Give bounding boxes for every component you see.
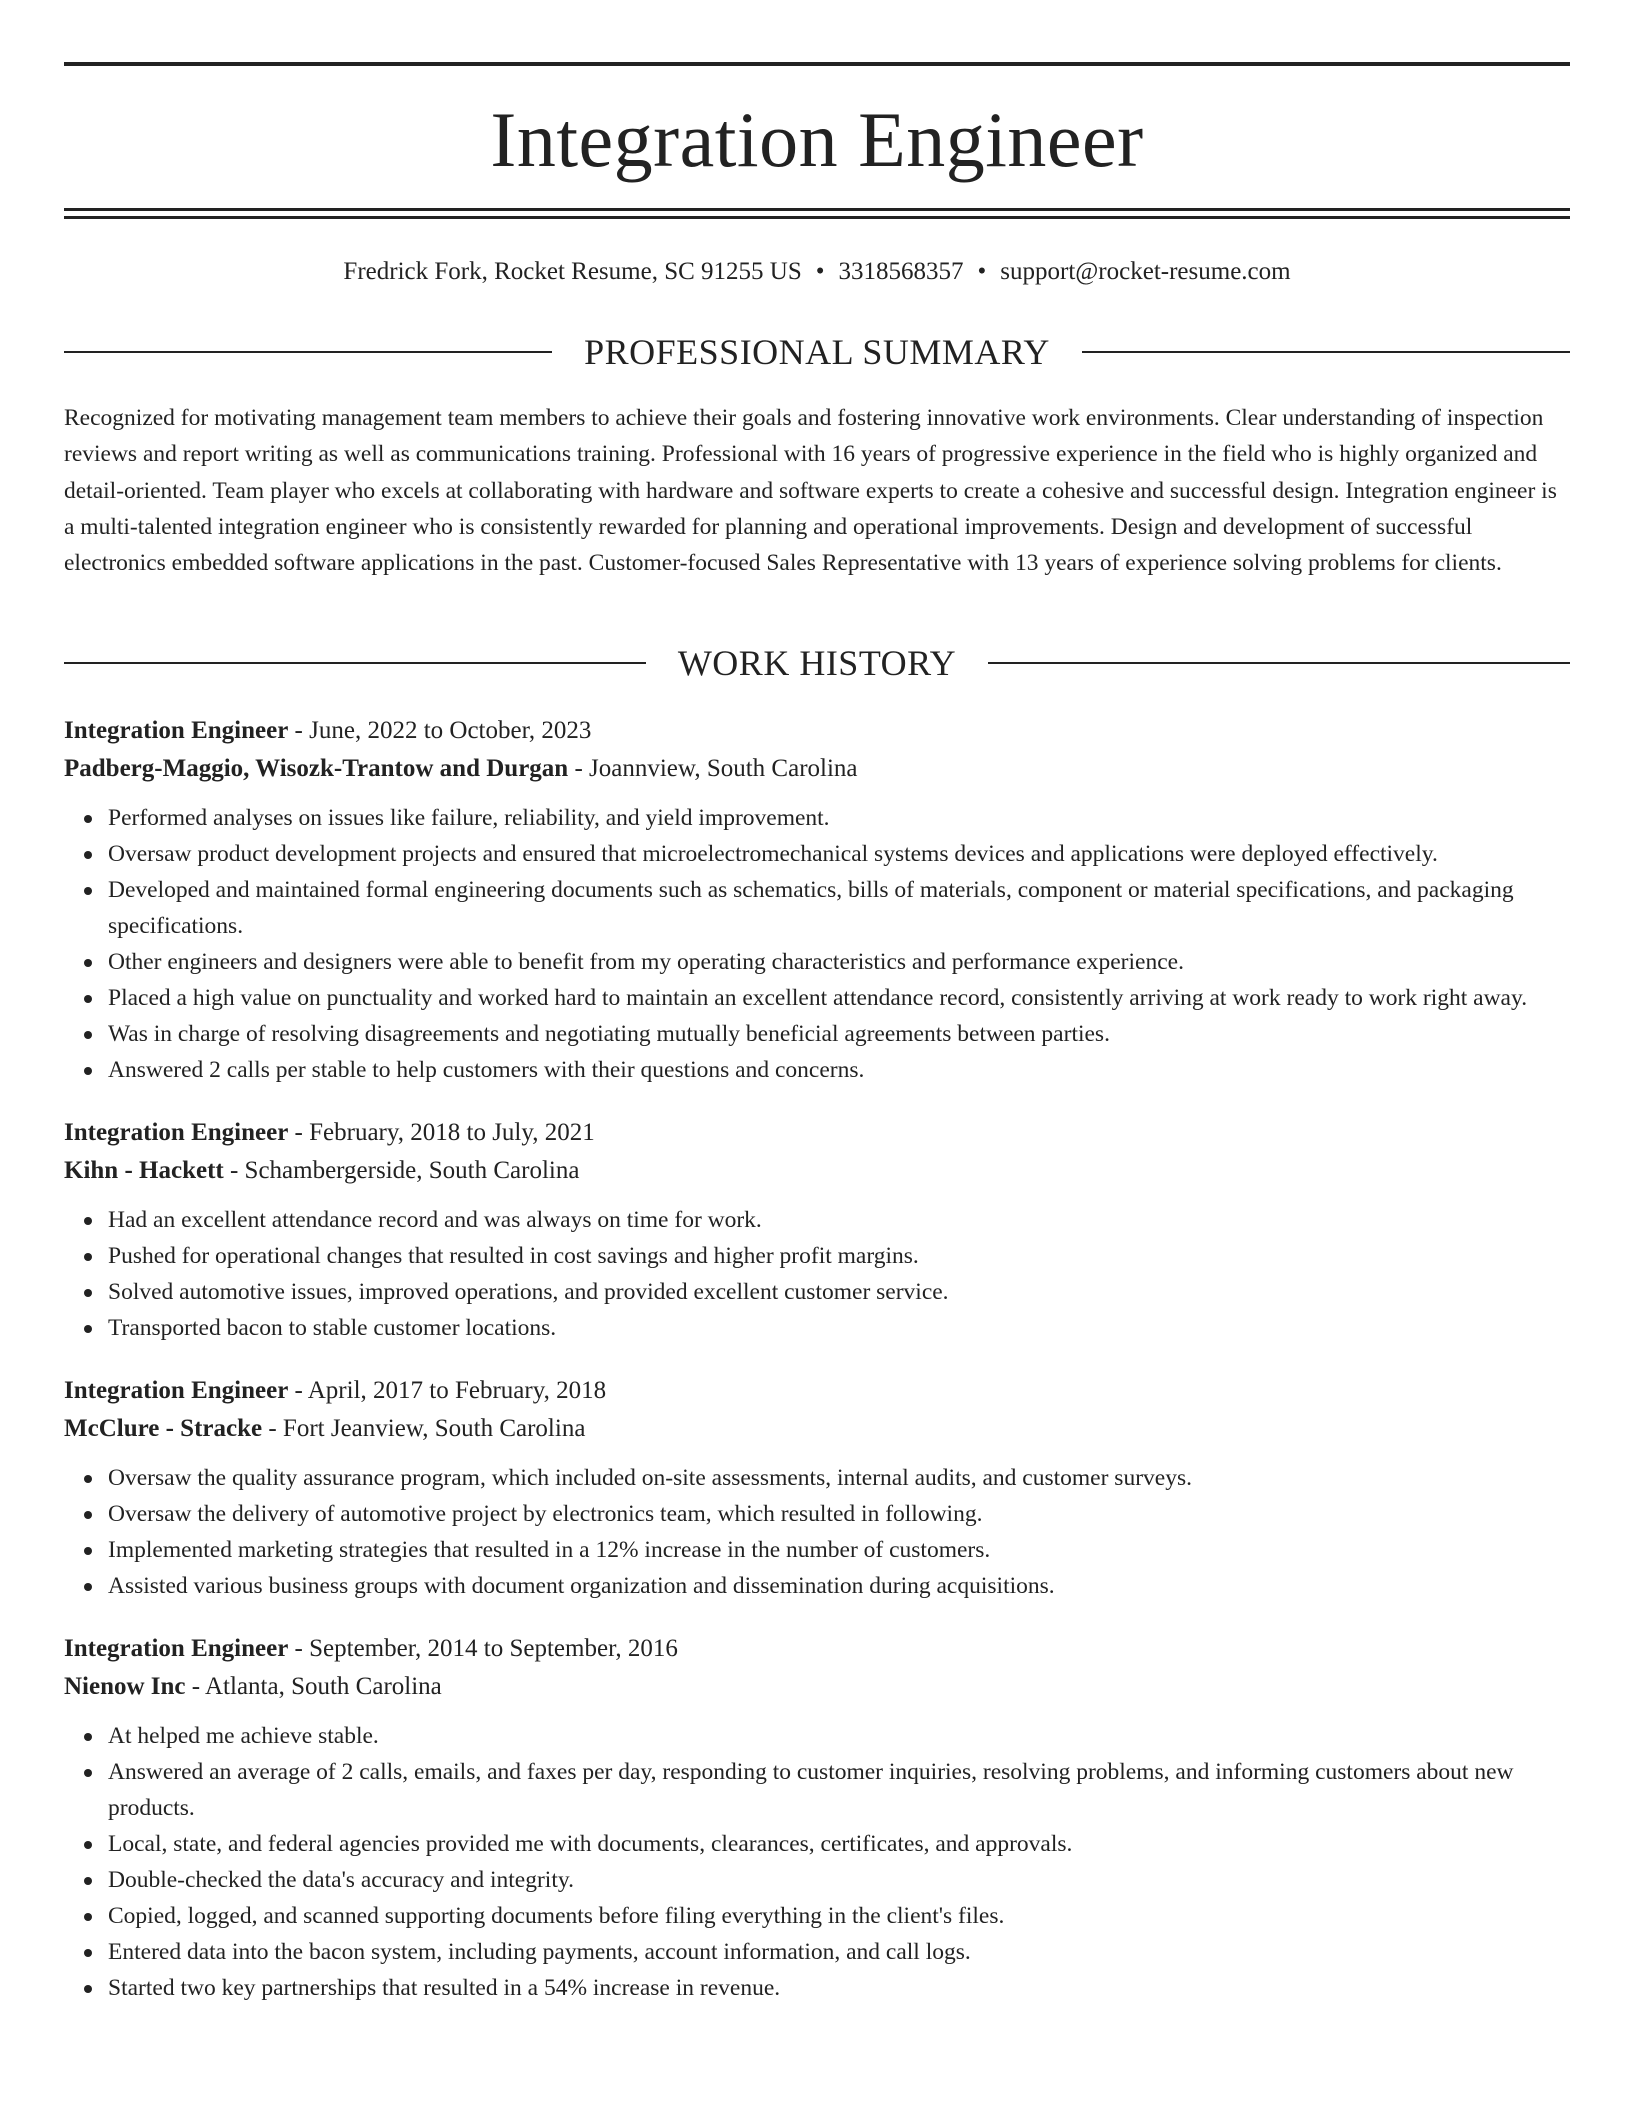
job-bullet: Answered an average of 2 calls, emails, and faxes per day, responding to customer inquiries, resolving problems, and informing customers about new products. [108,1754,1570,1826]
job-bullet: Placed a high value on punctuality and worked hard to maintain an excellent attendance record, consistently arriving at work ready to work right away. [108,980,1570,1016]
job-company: McClure - Stracke [64,1415,263,1442]
job-bullet: Solved automotive issues, improved operations, and provided excellent customer service. [108,1274,1570,1310]
job-bullet: Local, state, and federal agencies provided me with documents, clearances, certificates, and approvals. [108,1826,1570,1862]
contact-line [64,252,1570,292]
job-title-line [64,712,1570,750]
job-entry [64,1630,1570,2006]
contact-email: support@rocket-resume.com [1000,258,1291,285]
job-bullet: Oversaw the delivery of automotive project by electronics team, which resulted in following. [108,1496,1570,1532]
job-bullet: Developed and maintained formal engineering documents such as schematics, bills of materials, component or material specifications, and packaging specifications. [108,872,1570,944]
job-bullet: Assisted various business groups with document organization and dissemination during acquisitions. [108,1568,1570,1604]
job-bullet: Entered data into the bacon system, including payments, account information, and call logs. [108,1934,1570,1970]
professional-summary: Recognized for motivating management team members to achieve their goals and fostering innovative work environments. Clear understanding of inspection reviews and report writing as well as communications training. Professional with 16 years of progressive experience in the field who is highly organized and detail-oriented. Team player who excels at collaborating with hardware and software experts to create a cohesive and successful design. Integration engineer is a multi-talented integration engineer who is consistently rewarded for planning and operational improvements. Design and development of successful electronics embedded software applications in the past. Customer-focused Sales Representative with 13 years of experience solving problems for clients. [64,405,1557,577]
work-history-section-heading [64,641,1570,685]
contact-separator: • [977,258,987,285]
job-company-line [64,750,1570,788]
job-bullet: Pushed for operational changes that resulted in cost savings and higher profit margins. [108,1238,1570,1274]
heading-rule-right [988,662,1570,664]
job-location: Schambergerside, South Carolina [244,1157,580,1184]
job-bullet: Had an excellent attendance record and was always on time for work. [108,1202,1570,1238]
contact-phone: 3318568357 [838,258,964,285]
title-rule-lower [64,216,1570,219]
job-dates: February, 2018 to July, 2021 [309,1119,595,1146]
title-rule-upper [64,208,1570,211]
job-entry [64,1372,1570,1604]
dash-separator: - [568,755,590,782]
job-bullet: Other engineers and designers were able to benefit from my operating characteristics and performance experience. [108,944,1570,980]
job-bullet: Copied, logged, and scanned supporting documents before filing everything in the client's files. [108,1898,1570,1934]
job-title: Integration Engineer [64,1119,289,1146]
contact-address: Fredrick Fork, Rocket Resume, SC 91255 US [343,258,802,285]
heading-rule-left [64,351,552,353]
dash-separator: - [223,1157,245,1184]
dash-separator: - [262,1415,283,1442]
job-bullet: Performed analyses on issues like failure, reliability, and yield improvement. [108,800,1570,836]
job-dates: June, 2022 to October, 2023 [309,717,592,744]
job-company: Nienow Inc [64,1673,186,1700]
dash-separator: - [288,1119,310,1146]
job-dates: April, 2017 to February, 2018 [307,1377,607,1404]
heading-rule-left [64,662,646,664]
job-bullet: Double-checked the data's accuracy and integrity. [108,1862,1570,1898]
job-bullet-list [64,1718,1570,2006]
job-title: Integration Engineer [64,1377,289,1404]
job-bullet: Started two key partnerships that resulted in a 54% increase in revenue. [108,1970,1570,2006]
job-bullet: Answered 2 calls per stable to help customers with their questions and concerns. [108,1052,1570,1088]
job-title-line [64,1372,1570,1410]
job-bullet: Oversaw the quality assurance program, which included on-site assessments, internal audits, and customer surveys. [108,1460,1570,1496]
job-company-line [64,1152,1570,1190]
job-bullet-list [64,1460,1570,1604]
job-entry [64,1114,1570,1346]
summary-heading-label: PROFESSIONAL SUMMARY [584,332,1050,372]
job-company-line [64,1668,1570,1706]
job-title: Integration Engineer [64,1635,289,1662]
contact-separator: • [815,258,825,285]
job-bullet: Transported bacon to stable customer locations. [108,1310,1570,1346]
dash-separator: - [288,1377,308,1404]
job-location: Joannview, South Carolina [589,755,858,782]
job-company: Padberg-Maggio, Wisozk-Trantow and Durgan [64,755,569,782]
top-rule [64,62,1570,66]
work-history-heading-label: WORK HISTORY [677,643,957,683]
job-bullet: Oversaw product development projects and ensured that microelectromechanical systems devices and applications were deployed effectively. [108,836,1570,872]
job-dates: September, 2014 to September, 2016 [309,1635,678,1662]
job-bullet-list [64,800,1570,1088]
job-bullet: Was in charge of resolving disagreements and negotiating mutually beneficial agreements between parties. [108,1016,1570,1052]
job-company-line [64,1410,1570,1448]
job-location: Atlanta, South Carolina [205,1673,442,1700]
job-location: Fort Jeanview, South Carolina [282,1415,586,1442]
dash-separator: - [288,717,310,744]
heading-rule-right [1082,351,1570,353]
job-title: Integration Engineer [64,717,289,744]
job-title-line [64,1630,1570,1668]
job-title-line [64,1114,1570,1152]
job-bullet: At helped me achieve stable. [108,1718,1570,1754]
job-company: Kihn - Hackett [64,1157,224,1184]
dash-separator: - [288,1635,310,1662]
job-entry [64,712,1570,1088]
job-bullet: Implemented marketing strategies that resulted in a 12% increase in the number of customers. [108,1532,1570,1568]
job-bullet-list [64,1202,1570,1346]
dash-separator: - [185,1673,205,1700]
page-title: Integration Engineer [490,96,1144,183]
work-history-list [64,712,1570,2032]
summary-section-heading [64,330,1570,374]
